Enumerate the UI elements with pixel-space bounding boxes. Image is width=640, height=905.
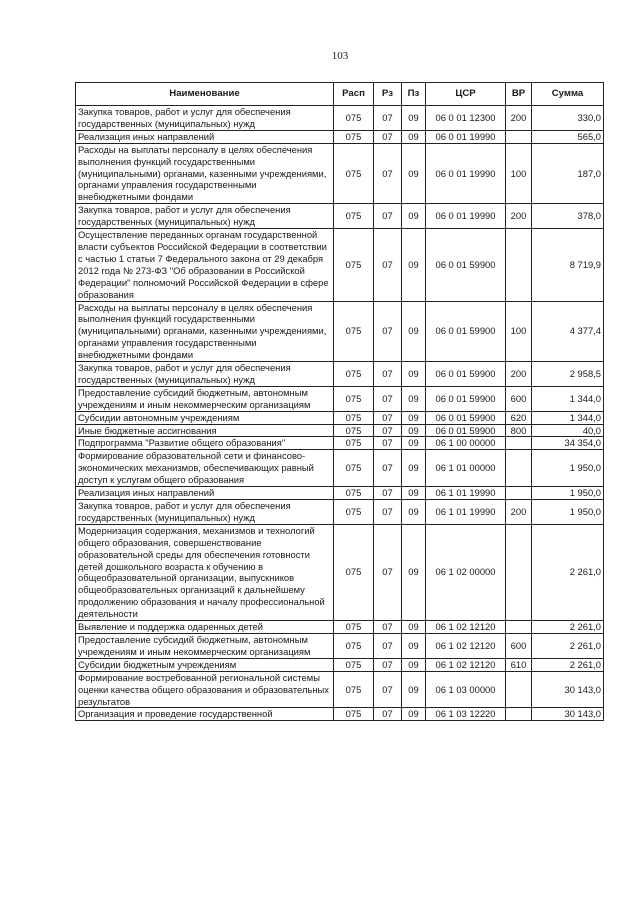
cell-rz: 07	[374, 621, 402, 634]
cell-vr: 800	[506, 424, 532, 437]
cell-name: Закупка товаров, работ и услуг для обеспечения государственных (муниципальных) нужд	[76, 204, 334, 229]
cell-name: Формирование востребованной региональной системы оценки качества общего образования и образовательных результатов	[76, 671, 334, 708]
cell-pz: 09	[402, 386, 426, 411]
cell-pz: 09	[402, 633, 426, 658]
budget-table	[75, 82, 604, 721]
table-row	[76, 487, 604, 500]
table-row	[76, 130, 604, 143]
column-header-rasp: Расп	[334, 83, 374, 106]
cell-name: Закупка товаров, работ и услуг для обеспечения государственных (муниципальных) нужд	[76, 500, 334, 525]
cell-rasp: 075	[334, 386, 374, 411]
cell-vr: 100	[506, 143, 532, 204]
cell-pz: 09	[402, 708, 426, 721]
cell-rz: 07	[374, 450, 402, 487]
cell-vr: 100	[506, 301, 532, 362]
cell-rz: 07	[374, 204, 402, 229]
cell-name: Закупка товаров, работ и услуг для обеспечения государственных (муниципальных) нужд	[76, 362, 334, 387]
cell-rasp: 075	[334, 106, 374, 131]
cell-rz: 07	[374, 658, 402, 671]
table-row	[76, 621, 604, 634]
cell-pz: 09	[402, 437, 426, 450]
cell-csr: 06 1 03 00000	[426, 671, 506, 708]
cell-pz: 09	[402, 362, 426, 387]
cell-vr	[506, 487, 532, 500]
cell-rasp: 075	[334, 301, 374, 362]
column-header-sum: Сумма	[532, 83, 604, 106]
cell-vr	[506, 621, 532, 634]
cell-name: Подпрограмма "Развитие общего образования"	[76, 437, 334, 450]
cell-name: Закупка товаров, работ и услуг для обеспечения государственных (муниципальных) нужд	[76, 106, 334, 131]
table-row	[76, 386, 604, 411]
cell-vr: 200	[506, 204, 532, 229]
cell-name: Формирование образовательной сети и финансово-экономических механизмов, обеспечивающих равный доступ к услугам общего образования	[76, 450, 334, 487]
table-row	[76, 658, 604, 671]
table-row	[76, 524, 604, 620]
page-number: 103	[331, 50, 349, 62]
cell-csr: 06 1 01 19990	[426, 500, 506, 525]
cell-name: Предоставление субсидий бюджетным, автономным учреждениям и иным некоммерческим организациям	[76, 386, 334, 411]
cell-sum: 1 344,0	[532, 386, 604, 411]
column-header-name: Наименование	[76, 83, 334, 106]
cell-name: Организация и проведение государственной	[76, 708, 334, 721]
cell-sum: 4 377,4	[532, 301, 604, 362]
column-header-vr: ВР	[506, 83, 532, 106]
cell-sum: 2 958,5	[532, 362, 604, 387]
cell-rz: 07	[374, 424, 402, 437]
cell-sum: 2 261,0	[532, 621, 604, 634]
cell-vr	[506, 671, 532, 708]
table-row	[76, 424, 604, 437]
cell-rasp: 075	[334, 524, 374, 620]
cell-vr: 620	[506, 411, 532, 424]
cell-rz: 07	[374, 143, 402, 204]
cell-pz: 09	[402, 301, 426, 362]
cell-rz: 07	[374, 411, 402, 424]
cell-rz: 07	[374, 671, 402, 708]
cell-pz: 09	[402, 621, 426, 634]
cell-pz: 09	[402, 411, 426, 424]
table-row	[76, 450, 604, 487]
cell-vr	[506, 130, 532, 143]
cell-csr: 06 0 01 19990	[426, 204, 506, 229]
cell-csr: 06 1 02 12120	[426, 633, 506, 658]
cell-name: Осуществление переданных органам государственной власти субъектов Российской Федерации в соответствии с частью 1 статьи 7 Федерального закона от 29 декабря 2012 года № 273-ФЗ "Об образовании в Российской Федерации" полномочий Российской Федерации в сфере образования	[76, 229, 334, 301]
cell-sum: 565,0	[532, 130, 604, 143]
cell-name: Реализация иных направлений	[76, 487, 334, 500]
cell-rasp: 075	[334, 621, 374, 634]
cell-name: Реализация иных направлений	[76, 130, 334, 143]
cell-name: Модернизация содержания, механизмов и технологий общего образования, совершенствование образовательной среды для обеспечения готовности детей дошкольного возраста к обучению в общеобразовательной организации, выпускников общеобразовательных организаций к дальнейшему продолжению образования и началу профессиональной деятельности	[76, 524, 334, 620]
cell-rasp: 075	[334, 708, 374, 721]
cell-vr: 600	[506, 633, 532, 658]
cell-csr: 06 1 03 12220	[426, 708, 506, 721]
cell-rasp: 075	[334, 671, 374, 708]
cell-rz: 07	[374, 500, 402, 525]
table-row	[76, 671, 604, 708]
cell-csr: 06 1 00 00000	[426, 437, 506, 450]
cell-rz: 07	[374, 229, 402, 301]
table-body	[76, 106, 604, 721]
cell-pz: 09	[402, 658, 426, 671]
cell-rz: 07	[374, 130, 402, 143]
cell-vr	[506, 524, 532, 620]
cell-vr	[506, 450, 532, 487]
cell-name: Субсидии бюджетным учреждениям	[76, 658, 334, 671]
cell-sum: 378,0	[532, 204, 604, 229]
cell-csr: 06 1 01 00000	[426, 450, 506, 487]
cell-name: Субсидии автономным учреждениям	[76, 411, 334, 424]
cell-rasp: 075	[334, 437, 374, 450]
cell-csr: 06 0 01 59900	[426, 411, 506, 424]
cell-rz: 07	[374, 487, 402, 500]
cell-sum: 40,0	[532, 424, 604, 437]
cell-rasp: 075	[334, 500, 374, 525]
cell-sum: 1 950,0	[532, 487, 604, 500]
cell-name: Расходы на выплаты персоналу в целях обеспечения выполнения функций государственными (муниципальными) органами, казенными учреждениями, органами управления государственными внебюджетными фондами	[76, 143, 334, 204]
cell-pz: 09	[402, 130, 426, 143]
table-row	[76, 437, 604, 450]
cell-pz: 09	[402, 229, 426, 301]
cell-csr: 06 0 01 19990	[426, 143, 506, 204]
cell-vr: 200	[506, 106, 532, 131]
table-row	[76, 362, 604, 387]
cell-csr: 06 0 01 59900	[426, 362, 506, 387]
cell-name: Иные бюджетные ассигнования	[76, 424, 334, 437]
cell-sum: 187,0	[532, 143, 604, 204]
table-row	[76, 500, 604, 525]
cell-csr: 06 0 01 19990	[426, 130, 506, 143]
cell-rasp: 075	[334, 362, 374, 387]
table-row	[76, 301, 604, 362]
cell-sum: 2 261,0	[532, 524, 604, 620]
table-header-row	[76, 83, 604, 106]
cell-rasp: 075	[334, 633, 374, 658]
cell-vr	[506, 708, 532, 721]
cell-rasp: 075	[334, 424, 374, 437]
cell-rz: 07	[374, 437, 402, 450]
cell-rz: 07	[374, 633, 402, 658]
cell-rz: 07	[374, 708, 402, 721]
cell-name: Предоставление субсидий бюджетным, автономным учреждениям и иным некоммерческим организациям	[76, 633, 334, 658]
cell-rasp: 075	[334, 204, 374, 229]
cell-pz: 09	[402, 524, 426, 620]
cell-sum: 1 950,0	[532, 450, 604, 487]
cell-pz: 09	[402, 204, 426, 229]
cell-csr: 06 1 02 00000	[426, 524, 506, 620]
cell-csr: 06 1 01 19990	[426, 487, 506, 500]
table-row	[76, 229, 604, 301]
table-row	[76, 106, 604, 131]
cell-rasp: 075	[334, 658, 374, 671]
cell-vr: 200	[506, 500, 532, 525]
cell-vr: 600	[506, 386, 532, 411]
cell-sum: 30 143,0	[532, 708, 604, 721]
cell-vr	[506, 229, 532, 301]
table-row	[76, 143, 604, 204]
cell-pz: 09	[402, 143, 426, 204]
cell-name: Выявление и поддержка одаренных детей	[76, 621, 334, 634]
cell-sum: 1 950,0	[532, 500, 604, 525]
cell-sum: 8 719,9	[532, 229, 604, 301]
cell-csr: 06 0 01 59900	[426, 386, 506, 411]
cell-csr: 06 1 02 12120	[426, 621, 506, 634]
table-row	[76, 204, 604, 229]
cell-pz: 09	[402, 450, 426, 487]
cell-rasp: 075	[334, 487, 374, 500]
cell-vr	[506, 437, 532, 450]
cell-rz: 07	[374, 524, 402, 620]
cell-pz: 09	[402, 487, 426, 500]
cell-csr: 06 0 01 59900	[426, 301, 506, 362]
table-row	[76, 633, 604, 658]
cell-pz: 09	[402, 106, 426, 131]
table-row	[76, 411, 604, 424]
cell-sum: 1 344,0	[532, 411, 604, 424]
cell-rasp: 075	[334, 130, 374, 143]
cell-rasp: 075	[334, 229, 374, 301]
cell-sum: 30 143,0	[532, 671, 604, 708]
table-row	[76, 708, 604, 721]
cell-csr: 06 0 01 12300	[426, 106, 506, 131]
cell-rz: 07	[374, 386, 402, 411]
cell-rz: 07	[374, 362, 402, 387]
cell-csr: 06 0 01 59900	[426, 424, 506, 437]
cell-rz: 07	[374, 301, 402, 362]
column-header-rz: Рз	[374, 83, 402, 106]
column-header-csr: ЦСР	[426, 83, 506, 106]
cell-sum: 330,0	[532, 106, 604, 131]
cell-sum: 34 354,0	[532, 437, 604, 450]
cell-vr: 610	[506, 658, 532, 671]
cell-name: Расходы на выплаты персоналу в целях обеспечения выполнения функций государственными (муниципальными) органами, казенными учреждениями, органами управления государственными внебюджетными фондами	[76, 301, 334, 362]
cell-pz: 09	[402, 424, 426, 437]
cell-csr: 06 1 02 12120	[426, 658, 506, 671]
column-header-pz: Пз	[402, 83, 426, 106]
cell-csr: 06 0 01 59900	[426, 229, 506, 301]
cell-sum: 2 261,0	[532, 633, 604, 658]
cell-pz: 09	[402, 500, 426, 525]
cell-rasp: 075	[334, 411, 374, 424]
cell-sum: 2 261,0	[532, 658, 604, 671]
cell-vr: 200	[506, 362, 532, 387]
cell-rz: 07	[374, 106, 402, 131]
cell-rasp: 075	[334, 143, 374, 204]
cell-pz: 09	[402, 671, 426, 708]
cell-rasp: 075	[334, 450, 374, 487]
